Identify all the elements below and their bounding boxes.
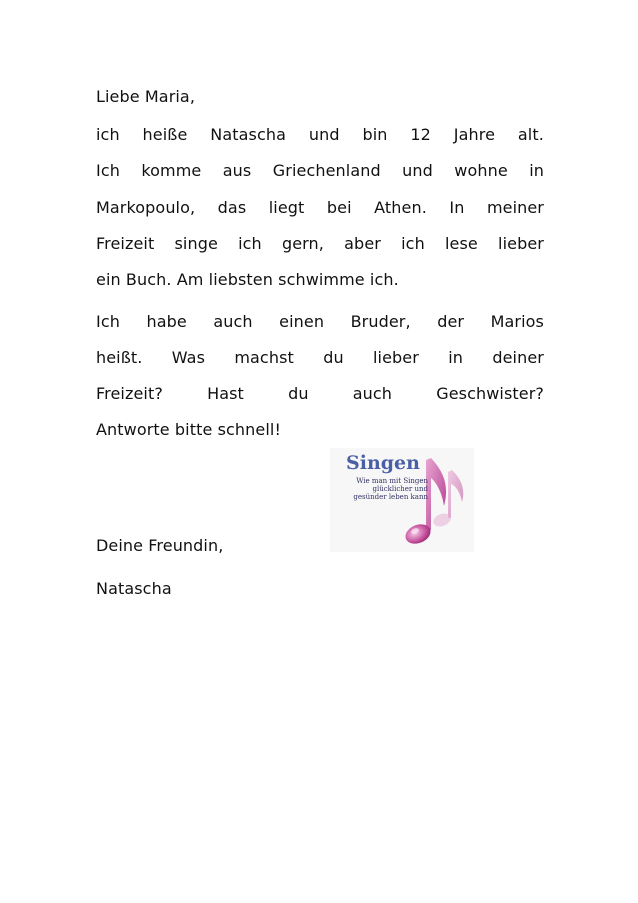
- word: Marios: [490, 312, 544, 331]
- word: und: [402, 161, 433, 180]
- word: Hast: [207, 384, 244, 403]
- word: bin: [362, 125, 388, 144]
- word: habe: [146, 312, 187, 331]
- para2-line-3: [96, 383, 544, 405]
- word: ich: [401, 234, 425, 253]
- word: Ich: [96, 312, 120, 331]
- word: bei: [326, 198, 352, 217]
- word: ich: [238, 234, 262, 253]
- word: auch: [213, 312, 253, 331]
- para2-line-1: [96, 311, 544, 333]
- word: deiner: [492, 348, 544, 367]
- word: wohne: [454, 161, 508, 180]
- word: lieber: [373, 348, 419, 367]
- word: das: [217, 198, 247, 217]
- word: In: [449, 198, 465, 217]
- word: lese: [444, 234, 478, 253]
- word: meiner: [486, 198, 544, 217]
- word: Natascha: [210, 125, 286, 144]
- word: du: [288, 384, 309, 403]
- para1-line-4: [96, 233, 544, 255]
- word: einen: [279, 312, 325, 331]
- word: ich: [96, 125, 120, 144]
- greeting: Liebe Maria,: [96, 87, 196, 106]
- word: 12: [410, 125, 431, 144]
- para1-line-5: ein Buch. Am liebsten schwimme ich.: [96, 270, 399, 289]
- word: Markopoulo,: [96, 198, 196, 217]
- word: Bruder,: [350, 312, 411, 331]
- para2-line-4: Antworte bitte schnell!: [96, 420, 281, 439]
- word: alt.: [517, 125, 544, 144]
- word: Freizeit: [96, 234, 155, 253]
- book-subtitle: Wie man mit Singen glücklicher und gesünder leben kann: [353, 477, 428, 501]
- book-title: Singen: [346, 452, 420, 474]
- word: auch: [352, 384, 393, 403]
- word: in: [448, 348, 464, 367]
- word: Griechenland: [272, 161, 381, 180]
- signature: Natascha: [96, 579, 172, 598]
- word: in: [529, 161, 544, 180]
- word: komme: [141, 161, 202, 180]
- para1-line-3: [96, 197, 544, 219]
- word: lieber: [498, 234, 544, 253]
- word: singe: [174, 234, 218, 253]
- word: der: [437, 312, 465, 331]
- word: aber: [344, 234, 381, 253]
- word: Freizeit?: [96, 384, 163, 403]
- para1-line-2: [96, 160, 544, 182]
- word: Jahre: [453, 125, 496, 144]
- closing: Deine Freundin,: [96, 536, 224, 555]
- word: Geschwister?: [436, 384, 544, 403]
- word: liegt: [268, 198, 305, 217]
- word: aus: [222, 161, 252, 180]
- word: machst: [234, 348, 294, 367]
- para1-line-1: [96, 124, 544, 146]
- word: und: [308, 125, 340, 144]
- word: Athen.: [374, 198, 427, 217]
- word: heißt.: [96, 348, 143, 367]
- para2-line-2: [96, 347, 544, 369]
- word: heiße: [142, 125, 188, 144]
- word: gern,: [281, 234, 324, 253]
- word: Ich: [96, 161, 120, 180]
- word: Was: [171, 348, 206, 367]
- word: du: [323, 348, 344, 367]
